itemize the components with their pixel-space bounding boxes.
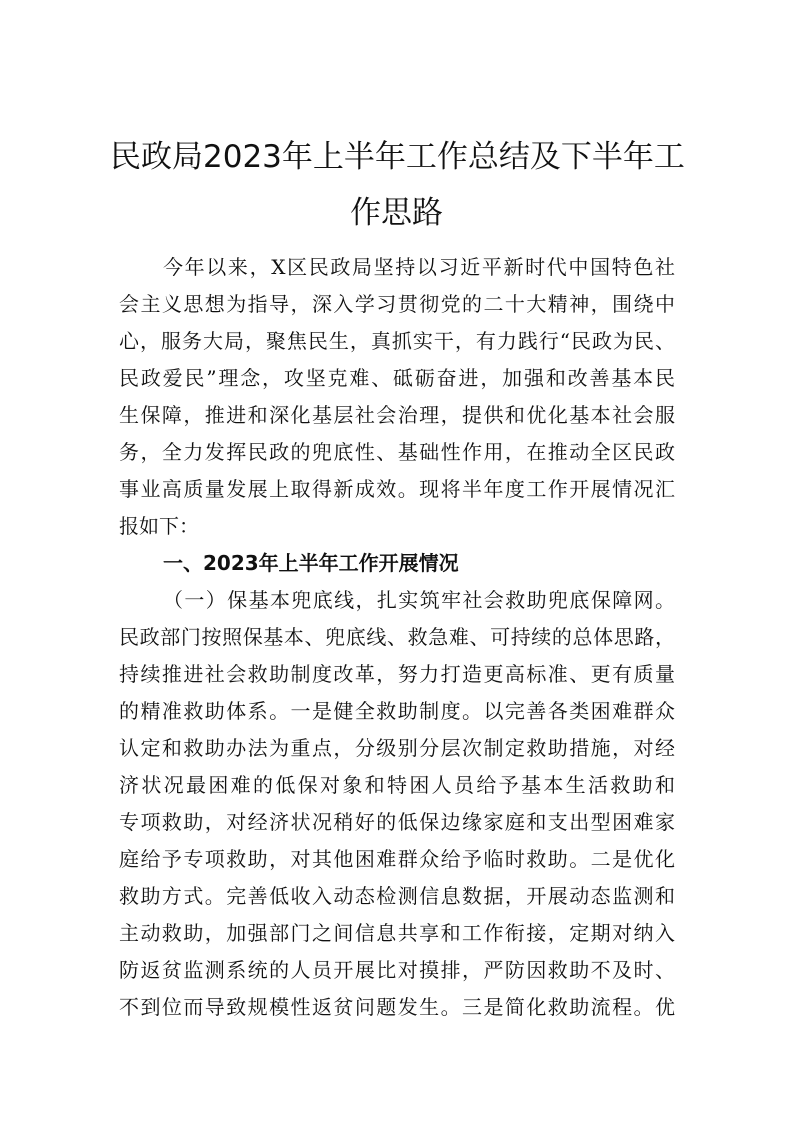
section-line-10: 主动救助，加强部门之间信息共享和工作衔接，定期对纳入 (119, 921, 675, 945)
intro-line-6: 务，全力发挥民政的兜底性、基础性作用，在推动全区民政 (119, 440, 675, 464)
section-line-7: 专项救助，对经济状况稍好的低保边缘家庭和支出型困难家 (119, 810, 675, 834)
section-heading: 一、2023年上半年工作开展情况 (163, 551, 459, 575)
intro-line-4: 民政爱民”理念，攻坚克难、砥砺奋进，加强和改善基本民 (119, 366, 675, 390)
section-line-2: 民政部门按照保基本、兜底线、救急难、可持续的总体思路， (119, 625, 675, 649)
section-line-12: 不到位而导致规模性返贫问题发生。三是简化救助流程。优 (119, 995, 675, 1019)
section-line-3: 持续推进社会救助制度改革，努力打造更高标准、更有质量 (119, 662, 675, 686)
intro-line-1: 今年以来，X区民政局坚持以习近平新时代中国特色社 (163, 255, 675, 279)
section-line-5: 认定和救助办法为重点，分级别分层次制定救助措施，对经 (119, 736, 675, 760)
intro-line-7: 事业高质量发展上取得新成效。现将半年度工作开展情况汇 (119, 477, 675, 501)
intro-line-8: 报如下： (119, 514, 199, 538)
section-line-1: （一）保基本兜底线，扎实筑牢社会救助兜底保障网。 (163, 588, 675, 612)
intro-line-5: 生保障，推进和深化基层社会治理，提供和优化基本社会服 (119, 403, 675, 427)
section-line-8: 庭给予专项救助，对其他困难群众给予临时救助。二是优化 (119, 847, 675, 871)
intro-line-2: 会主义思想为指导，深入学习贯彻党的二十大精神，围绕中 (119, 292, 675, 316)
section-line-4: 的精准救助体系。一是健全救助制度。以完善各类困难群众 (119, 699, 675, 723)
intro-line-3: 心，服务大局，聚焦民生，真抓实干，有力践行“民政为民、 (119, 329, 675, 353)
section-line-11: 防返贫监测系统的人员开展比对摸排，严防因救助不及时、 (119, 958, 675, 982)
section-line-9: 救助方式。完善低收入动态检测信息数据，开展动态监测和 (119, 884, 675, 908)
document-title-line-2: 作思路 (350, 195, 443, 231)
document-title-line-1: 民政局2023年上半年工作总结及下半年工 (110, 139, 685, 175)
section-line-6: 济状况最困难的低保对象和特困人员给予基本生活救助和 (119, 773, 675, 797)
